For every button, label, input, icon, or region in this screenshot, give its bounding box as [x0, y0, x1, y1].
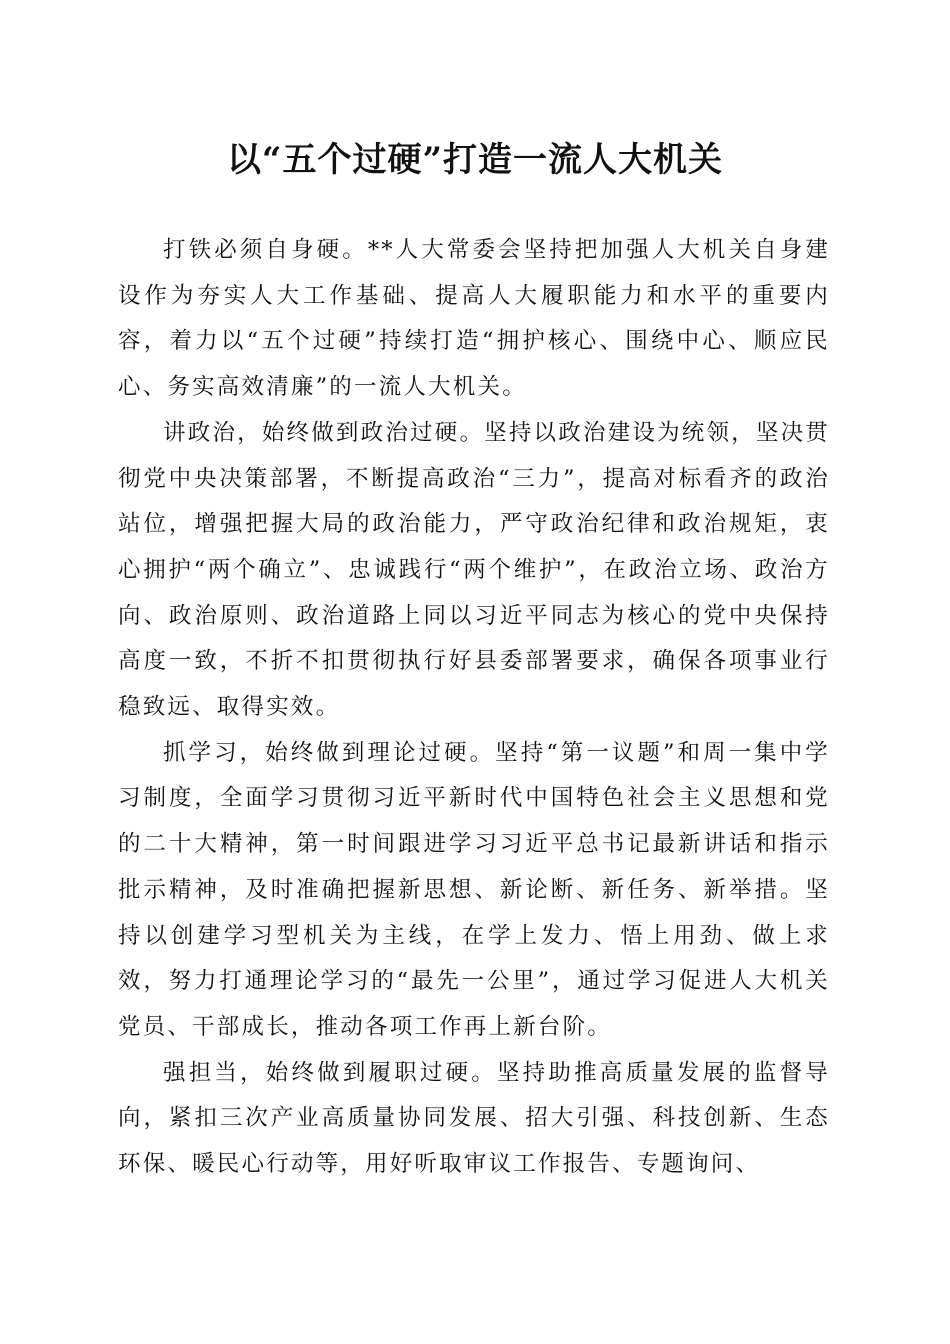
- paragraph-duty: 强担当，始终做到履职过硬。坚持助推高质量发展的监督导向，紧扣三次产业高质量协同发展、招大引强、科技创新、生态环保、暖民心行动等，用好听取审议工作报告、专题询问、: [118, 1059, 830, 1178]
- paragraph-intro: 打铁必须自身硬。**人大常委会坚持把加强人大机关自身建设作为夯实人大工作基础、提高人大履职能力和水平的重要内容，着力以“五个过硬”持续打造“拥护核心、围绕中心、顺应民心、务实高效清廉”的一流人大机关。: [118, 237, 830, 401]
- document-title: 以“五个过硬”打造一流人大机关: [226, 140, 724, 180]
- document-body: [118, 228, 830, 1188]
- paragraph-political: 讲政治，始终做到政治过硬。坚持以政治建设为统领，坚决贯彻党中央决策部署，不断提高政治“三力”，提高对标看齐的政治站位，增强把握大局的政治能力，严守政治纪律和政治规矩，衷心拥护“两个确立”、忠诚践行“两个维护”，在政治立场、政治方向、政治原则、政治道路上同以习近平同志为核心的党中央保持高度一致，不折不扣贯彻执行好县委部署要求，确保各项事业行稳致远、取得实效。: [118, 419, 830, 721]
- paragraph-theory: 抓学习，始终做到理论过硬。坚持“第一议题”和周一集中学习制度，全面学习贯彻习近平新时代中国特色社会主义思想和党的二十大精神，第一时间跟进学习习近平总书记最新讲话和指示批示精神，及时准确把握新思想、新论断、新任务、新举措。坚持以创建学习型机关为主线，在学上发力、悟上用劲、做上求效，努力打通理论学习的“最先一公里”，通过学习促进人大机关党员、干部成长，推动各项工作再上新台阶。: [118, 739, 830, 1040]
